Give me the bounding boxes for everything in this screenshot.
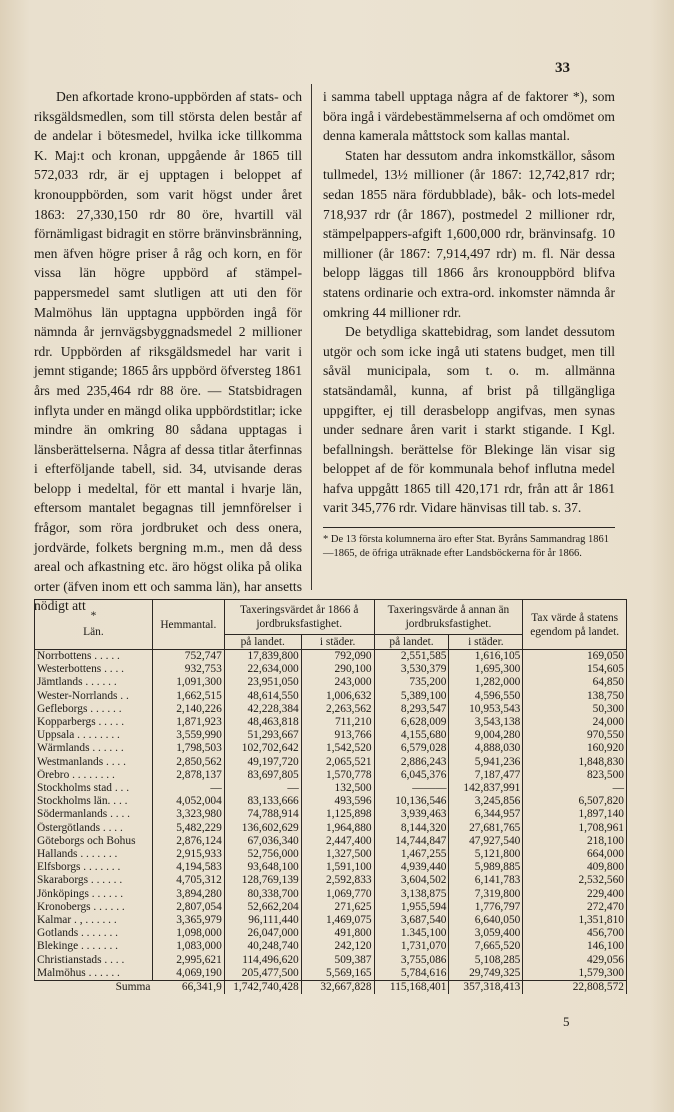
table-row — [35, 940, 627, 953]
table-cell: 5,121,800 — [449, 848, 523, 861]
table-row — [35, 808, 627, 821]
table-cell: 4,069,190 — [152, 967, 224, 981]
table-cell: 7,319,800 — [449, 888, 523, 901]
total-cell: 66,341,9 — [152, 981, 224, 995]
county-name: Skaraborgs . . . . . . — [35, 874, 153, 887]
table-cell: 4,596,550 — [449, 690, 523, 703]
table-row — [35, 874, 627, 887]
table-cell: 1,731,070 — [374, 940, 449, 953]
table-cell: 2,915,933 — [152, 848, 224, 861]
table-cell: 3,138,875 — [374, 888, 449, 901]
table-cell: 29,749,325 — [449, 967, 523, 981]
county-name: Wester-Norrlands . . — [35, 690, 153, 703]
table-cell: 2,878,137 — [152, 769, 224, 782]
table-cell: 74,788,914 — [224, 808, 301, 821]
header-i-stader-2: i städer. — [449, 635, 523, 650]
total-cell: 1,742,740,428 — [224, 981, 301, 995]
table-cell: 146,100 — [523, 940, 627, 953]
table-cell: — — [523, 782, 627, 795]
table-cell: 138,750 — [523, 690, 627, 703]
county-name: Stockholms län. . . . — [35, 795, 153, 808]
table-cell: 10,953,543 — [449, 703, 523, 716]
table-cell: 2,551,585 — [374, 650, 449, 664]
table-cell: 169,050 — [523, 650, 627, 664]
table-cell: 1,327,500 — [301, 848, 374, 861]
table-cell: 290,100 — [301, 663, 374, 676]
table-row — [35, 703, 627, 716]
table-cell: 51,293,667 — [224, 729, 301, 742]
right-paragraph-1: i samma tabell upptaga några af de faktorer *), som böra ingå i värdebestämmelserna af och omdömet om denna kamerala måttstock som kallas mantal. — [323, 89, 615, 144]
table-row — [35, 967, 627, 981]
table-cell: 47,927,540 — [449, 835, 523, 848]
table-cell: 3,939,463 — [374, 808, 449, 821]
total-row — [35, 981, 627, 995]
table-cell: 913,766 — [301, 729, 374, 742]
table-cell: 52,756,000 — [224, 848, 301, 861]
table-cell: 429,056 — [523, 954, 627, 967]
table-cell: 96,111,440 — [224, 914, 301, 927]
table-cell: — — [152, 782, 224, 795]
table-cell: 5,108,285 — [449, 954, 523, 967]
table-cell: 3,755,086 — [374, 954, 449, 967]
table-row — [35, 861, 627, 874]
table-cell: 3,543,138 — [449, 716, 523, 729]
table-row — [35, 716, 627, 729]
table-cell: 128,769,139 — [224, 874, 301, 887]
table-cell: 3,894,280 — [152, 888, 224, 901]
table-cell: 1,467,255 — [374, 848, 449, 861]
table-row — [35, 676, 627, 689]
table-cell: 2,807,054 — [152, 901, 224, 914]
table-cell: 711,210 — [301, 716, 374, 729]
total-cell: 115,168,401 — [374, 981, 449, 995]
table-cell: 6,344,957 — [449, 808, 523, 821]
table-cell: 1,006,632 — [301, 690, 374, 703]
table-cell: 491,800 — [301, 927, 374, 940]
table-cell: 48,614,550 — [224, 690, 301, 703]
table-cell: 1,964,880 — [301, 822, 374, 835]
table-cell: 7,187,477 — [449, 769, 523, 782]
table-cell: 272,470 — [523, 901, 627, 914]
table-cell: 154,605 — [523, 663, 627, 676]
table-cell: 1,662,515 — [152, 690, 224, 703]
table-cell: 970,550 — [523, 729, 627, 742]
right-column — [323, 87, 615, 560]
table-cell: 6,640,050 — [449, 914, 523, 927]
table-cell: 3,323,980 — [152, 808, 224, 821]
table-row — [35, 954, 627, 967]
table-cell: 2,592,833 — [301, 874, 374, 887]
table-cell: 735,200 — [374, 676, 449, 689]
county-name: Gotlands . . . . . . . — [35, 927, 153, 940]
table-cell: 136,602,629 — [224, 822, 301, 835]
table-cell: ——— — [374, 782, 449, 795]
table-cell: 5,569,165 — [301, 967, 374, 981]
county-name: Uppsala . . . . . . . . — [35, 729, 153, 742]
table-cell: 2,065,521 — [301, 756, 374, 769]
header-pa-landet-2: på landet. — [374, 635, 449, 650]
right-paragraph-3: De betydliga skattebidrag, som landet dessutom utgör och som icke ingå uti statens budget, men till såväl municipala, som t. o. m. allmänna statsändamål, kunna, af brist på tillgängliga uppgifter, ej till derasbelopp angifvas, men synas under sednare åren varit i starkt stigande. I Kgl. befallningsh. berättelse för Blekinge län visar sig beloppet af de för kommunala behof influtna medel hafva uppgått 1865 till 420,171 rdr, från att år 1861 varit 345,776 rdr. Vidare hänvisas till tab. s. 37. — [323, 324, 615, 516]
table-cell: 493,596 — [301, 795, 374, 808]
table-cell: 4,705,312 — [152, 874, 224, 887]
table-cell: 26,047,000 — [224, 927, 301, 940]
table-cell: 5,989,885 — [449, 861, 523, 874]
county-name: Örebro . . . . . . . . — [35, 769, 153, 782]
table-cell: 4,194,583 — [152, 861, 224, 874]
table-cell: 93,648,100 — [224, 861, 301, 874]
table-row — [35, 835, 627, 848]
table-cell: 456,700 — [523, 927, 627, 940]
table-cell: 6,141,783 — [449, 874, 523, 887]
table-cell: 1,282,000 — [449, 676, 523, 689]
table-cell: 1,098,000 — [152, 927, 224, 940]
table-cell: 1,848,830 — [523, 756, 627, 769]
table-cell: 1,083,000 — [152, 940, 224, 953]
table-cell: 2,140,226 — [152, 703, 224, 716]
left-paragraph: Den afkortade krono-uppbörden af stats- och riksgäldsmedlen, som till största delen består af de andelar i bötesmedel, hvilka icke tillkomma K. Maj:t och kronan, uppgående år 1865 till 572,033 rdr, är ej upptagen i beloppet af kronouppbörden, som varit högst under året 1863: 27,330,150 rdr 80 öre, hvartill väl förnämligast bidragit en större bränvinsbränning, men äfven högre priser å råg och korn, en för vissa län högre uppbörd af stämpel-pappersmedel samt slutligen att uti den för Malmöhus län upptagna uppbörden ingå för nämnda år jernvägsbyggnadsmedel 2 millioner rdr. Uppbörden af riksgäldsmedel har varit i jemnt stigande; 1865 års uppbörd öfversteg 1861 års med 235,464 rdr 88 öre. — Statsbidragen inflyta under en mängd olika uppbördstitlar; icke mindre än omkring 80 sådana upptagas i länsberättelserna. Några af dessa titlar återfinnas i efterföljande tabell, sid. 34, utvisande deras belopp i medeltal, för ett mantal i hvarje län, eftersom mantalet begagnas till jemnförelser i frågor, som röra jordbruket och dess onera, jordvärde, folkets bergning m.m., men då dess areal och afkastning etc. äro högst olika på olika orter (äfven inom ett och samma län), har ansetts nödigt att — [34, 89, 302, 614]
table-cell: 409,800 — [523, 861, 627, 874]
table-cell: 50,300 — [523, 703, 627, 716]
table-cell: 80,338,700 — [224, 888, 301, 901]
table-body — [35, 650, 627, 995]
county-name: Stockholms stad . . . — [35, 782, 153, 795]
county-name: Göteborgs och Bohus — [35, 835, 153, 848]
table-row — [35, 848, 627, 861]
sheet-mark: 5 — [563, 1014, 570, 1029]
table-cell: 4,155,680 — [374, 729, 449, 742]
table-cell: 5,482,229 — [152, 822, 224, 835]
table-cell: 3,559,990 — [152, 729, 224, 742]
table-cell: 1,069,770 — [301, 888, 374, 901]
county-name: Gefleborgs . . . . . . — [35, 703, 153, 716]
table-cell: 3,604,502 — [374, 874, 449, 887]
county-name: Christianstads . . . . — [35, 954, 153, 967]
table-cell: 1,871,923 — [152, 716, 224, 729]
county-name: Kalmar . , . . . . . . — [35, 914, 153, 927]
total-label: Summa — [35, 981, 153, 995]
table-cell: 2,995,621 — [152, 954, 224, 967]
table-cell: 3,245,856 — [449, 795, 523, 808]
table-cell: 7,665,520 — [449, 940, 523, 953]
header-pa-landet-1: på landet. — [224, 635, 301, 650]
header-tax-1866: Taxeringsvärdet år 1866 å jordbruksfastighet. — [224, 600, 374, 635]
left-column — [34, 87, 302, 616]
table-cell: — — [224, 782, 301, 795]
table-cell: 1,125,898 — [301, 808, 374, 821]
table-cell: 1,695,300 — [449, 663, 523, 676]
table-cell: 9,004,280 — [449, 729, 523, 742]
table-cell: 24,000 — [523, 716, 627, 729]
table-cell: 83,133,666 — [224, 795, 301, 808]
table-row — [35, 795, 627, 808]
footnote: * De 13 första kolumnerna äro efter Stat. Byråns Sammandrag 1861—1865, de öfriga uträknade efter Landsböckerna för år 1866. — [323, 534, 610, 559]
table-cell: 3,365,979 — [152, 914, 224, 927]
table-cell: 114,496,620 — [224, 954, 301, 967]
county-name: Norrbottens . . . . . — [35, 650, 153, 664]
table-cell: 23,951,050 — [224, 676, 301, 689]
table-cell: 4,939,440 — [374, 861, 449, 874]
header-lan: * Län. — [35, 600, 153, 650]
table-cell: 49,197,720 — [224, 756, 301, 769]
table-cell: 4,052,004 — [152, 795, 224, 808]
table-row — [35, 914, 627, 927]
table-cell: 67,036,340 — [224, 835, 301, 848]
header-hemmantal: Hemmantal. — [152, 600, 224, 650]
table-row — [35, 742, 627, 755]
table-cell: 6,628,009 — [374, 716, 449, 729]
table-row — [35, 690, 627, 703]
table-cell: 27,681,765 — [449, 822, 523, 835]
table-cell: 205,477,500 — [224, 967, 301, 981]
table-row — [35, 756, 627, 769]
table-cell: 6,045,376 — [374, 769, 449, 782]
statistics-table — [34, 599, 627, 994]
table-cell: 2,850,562 — [152, 756, 224, 769]
table-cell: 664,000 — [523, 848, 627, 861]
county-name: Kronobergs . . . . . . — [35, 901, 153, 914]
right-paragraph-2: Staten har dessutom andra inkomstkällor, såsom tullmedel, 13½ millioner (år 1867: 12,742,817 rdr; sedan 1855 nära fördubblade), båk- och lots-medel 718,937 rdr (år 1867), postmedel 2 millioner rdr, stämpelpappers-afgift 1,600,000 rdr, bränvinsafg. 10 millioner (år 1867: 7,914,497 rdr) m. fl. När dessa belopp läggas till 1866 års kronouppbörd blifva statens ordinarie och extra-ord. inkomster nämnda år omkring 44 millioner rdr. — [323, 147, 615, 320]
table-cell: 5,784,616 — [374, 967, 449, 981]
county-name: Elfsborgs . . . . . . . — [35, 861, 153, 874]
table-cell: 10,136,546 — [374, 795, 449, 808]
county-name: Östergötlands . . . . — [35, 822, 153, 835]
county-name: Jönköpings . . . . . . — [35, 888, 153, 901]
table-row — [35, 782, 627, 795]
header-tax-state: Tax värde å statens egendom på landet. — [523, 600, 627, 650]
table-row — [35, 729, 627, 742]
total-cell: 22,808,572 — [523, 981, 627, 995]
table-cell: 160,920 — [523, 742, 627, 755]
table-cell: 5,941,236 — [449, 756, 523, 769]
table-cell: 792,090 — [301, 650, 374, 664]
county-name: Kopparbergs . . . . . — [35, 716, 153, 729]
table-cell: 132,500 — [301, 782, 374, 795]
table-cell: 1,798,503 — [152, 742, 224, 755]
table-cell: 1,616,105 — [449, 650, 523, 664]
table-row — [35, 769, 627, 782]
county-name: Södermanlands . . . . — [35, 808, 153, 821]
table-cell: 1,776,797 — [449, 901, 523, 914]
table-cell: 17,839,800 — [224, 650, 301, 664]
header-i-stader-1: i städer. — [301, 635, 374, 650]
table-cell: 2,263,562 — [301, 703, 374, 716]
table-cell: 243,000 — [301, 676, 374, 689]
table-cell: 8,144,320 — [374, 822, 449, 835]
county-name: Hallands . . . . . . . — [35, 848, 153, 861]
county-name: Westerbottens . . . . — [35, 663, 153, 676]
table-cell: 42,228,384 — [224, 703, 301, 716]
table-cell: 229,400 — [523, 888, 627, 901]
table-cell: 52,662,204 — [224, 901, 301, 914]
table-row — [35, 663, 627, 676]
county-name: Wärmlands . . . . . . — [35, 742, 153, 755]
table-cell: 6,579,028 — [374, 742, 449, 755]
table-cell: 2,886,243 — [374, 756, 449, 769]
table-cell: 48,463,818 — [224, 716, 301, 729]
table-cell: 1,955,594 — [374, 901, 449, 914]
table-row — [35, 901, 627, 914]
table-row — [35, 888, 627, 901]
table-row — [35, 927, 627, 940]
table-cell: 3,530,379 — [374, 663, 449, 676]
table-cell: 3,059,400 — [449, 927, 523, 940]
table-cell: 102,702,642 — [224, 742, 301, 755]
page-number: 33 — [555, 60, 570, 76]
table-cell: 2,532,560 — [523, 874, 627, 887]
table-cell: 509,387 — [301, 954, 374, 967]
table-cell: 8,293,547 — [374, 703, 449, 716]
county-name: Blekinge . . . . . . . — [35, 940, 153, 953]
table-cell: 142,837,991 — [449, 782, 523, 795]
table-cell: 1,897,140 — [523, 808, 627, 821]
table-cell: 2,876,124 — [152, 835, 224, 848]
county-name: Malmöhus . . . . . . — [35, 967, 153, 981]
table-cell: 5,389,100 — [374, 690, 449, 703]
table-cell: 932,753 — [152, 663, 224, 676]
table-cell: 40,248,740 — [224, 940, 301, 953]
county-name: Westmanlands . . . . — [35, 756, 153, 769]
table-cell: 83,697,805 — [224, 769, 301, 782]
table-cell: 823,500 — [523, 769, 627, 782]
header-tax-other: Taxeringsvärde å annan än jordbruksfastighet. — [374, 600, 523, 635]
table-cell: 1,591,100 — [301, 861, 374, 874]
table-cell: 1,579,300 — [523, 967, 627, 981]
total-cell: 357,318,413 — [449, 981, 523, 995]
table-cell: 242,120 — [301, 940, 374, 953]
table-cell: 64,850 — [523, 676, 627, 689]
county-name: Jämtlands . . . . . . — [35, 676, 153, 689]
table-cell: 14,744,847 — [374, 835, 449, 848]
table-cell: 271,625 — [301, 901, 374, 914]
table-cell: 1,469,075 — [301, 914, 374, 927]
table-cell: 22,634,000 — [224, 663, 301, 676]
footnote-rule — [323, 527, 615, 528]
table-row — [35, 650, 627, 664]
total-cell: 32,667,828 — [301, 981, 374, 995]
table-cell: 2,447,400 — [301, 835, 374, 848]
column-divider — [311, 84, 312, 590]
table-cell: 3,687,540 — [374, 914, 449, 927]
table-cell: 1,351,810 — [523, 914, 627, 927]
table-cell: 1,708,961 — [523, 822, 627, 835]
table-cell: 752,747 — [152, 650, 224, 664]
table-cell: 1,091,300 — [152, 676, 224, 689]
table-cell: 1,542,520 — [301, 742, 374, 755]
table-row — [35, 822, 627, 835]
table-cell: 1.345,100 — [374, 927, 449, 940]
table-cell: 6,507,820 — [523, 795, 627, 808]
table-marker: * — [90, 609, 97, 622]
table-cell: 218,100 — [523, 835, 627, 848]
table-cell: 1,570,778 — [301, 769, 374, 782]
table-cell: 4,888,030 — [449, 742, 523, 755]
